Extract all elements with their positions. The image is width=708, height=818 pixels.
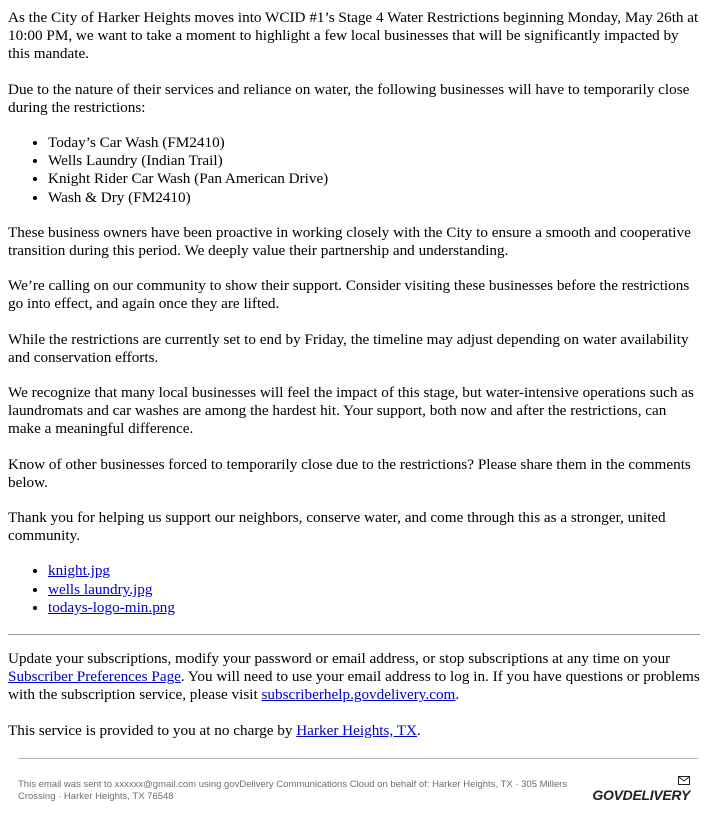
attachment-item <box>48 562 700 580</box>
support-paragraph: We’re calling on our community to show their support. Consider visiting these businesses before the restrictions go into effect, and again once they are lifted. <box>8 277 690 313</box>
envelope-icon <box>678 776 690 785</box>
footer-divider <box>18 758 698 759</box>
closing-notice-paragraph: Due to the nature of their services and reliance on water, the following businesses will have to temporarily close during the restrictions: <box>8 80 690 116</box>
business-item-todays-car-wash: • Today’s Car Wash (FM2410) <box>48 134 700 152</box>
subscriber-help-link[interactable]: subscriberhelp.govdelivery.com <box>261 686 456 704</box>
email-footer <box>18 758 698 803</box>
subscription-text-start: Update your subscriptions, modify your password or email address, or stop subscriptions at any time on your <box>8 650 671 668</box>
attachment-item <box>48 599 700 617</box>
govdelivery-logo-text: GOVDELIVERY <box>592 786 690 803</box>
share-paragraph: Know of other businesses forced to temporarily close due to the restrictions? Please share them in the comments below. <box>8 455 691 491</box>
attachment-link-todays-logo[interactable]: todays-logo-min.png <box>48 598 175 616</box>
attachment-link-wells-laundry[interactable]: wells laundry.jpg <box>48 580 153 598</box>
attachment-list <box>8 562 700 617</box>
email-body <box>8 9 700 757</box>
service-text-start: This service is provided to you at no charge by <box>8 721 297 739</box>
footer-notice: This email was sent to xxxxxx@gmail.com using govDelivery Communications Cloud on behalf of: Harker Heights, TX · 305 Millers Crossing · Harker Heights, TX 76548 <box>18 779 568 802</box>
impact-paragraph: We recognize that many local businesses will feel the impact of this stage, but water-intensive operations such as laundromats and car washes are among the hardest hit. Your support, both now and after the restrictions, can make a meaningful difference. <box>8 384 694 438</box>
attachment-link-knight[interactable]: knight.jpg <box>48 562 111 580</box>
subscriber-preferences-link[interactable]: Subscriber Preferences Page <box>8 668 181 686</box>
subscription-text-middle: . You will need to use your email address to log in. If you have questions or problems with the subscription service, please visit <box>8 668 700 704</box>
business-list <box>8 134 700 207</box>
harker-heights-link[interactable]: Harker Heights, TX <box>296 721 417 739</box>
business-item-wash-and-dry: • Wash & Dry (FM2410) <box>48 189 700 207</box>
business-item-knight-rider: • Knight Rider Car Wash (Pan American Drive) <box>48 170 700 188</box>
subscription-text-end: . <box>455 686 460 704</box>
business-item-wells-laundry: • Wells Laundry (Indian Trail) <box>48 152 700 170</box>
intro-paragraph: As the City of Harker Heights moves into WCID #1’s Stage 4 Water Restrictions beginning Monday, May 26th at 10:00 PM, we want to take a moment to highlight a few local businesses that will be significantly impacted by this mandate. <box>8 9 699 63</box>
service-text-end: . <box>416 721 421 739</box>
govdelivery-logo[interactable] <box>590 776 690 804</box>
owners-paragraph: These business owners have been proactive in working closely with the City to ensure a smooth and cooperative transition during this period. We deeply value their partnership and understanding. <box>8 223 691 260</box>
subscription-paragraph <box>8 650 700 705</box>
content-divider <box>8 634 700 635</box>
service-paragraph <box>8 722 700 740</box>
attachment-item <box>48 581 700 599</box>
timeline-paragraph: While the restrictions are currently set to end by Friday, the timeline may adjust depending on water availability and conservation efforts. <box>8 330 689 366</box>
thanks-paragraph: Thank you for helping us support our neighbors, conserve water, and come through this as a stronger, united community. <box>8 509 666 545</box>
